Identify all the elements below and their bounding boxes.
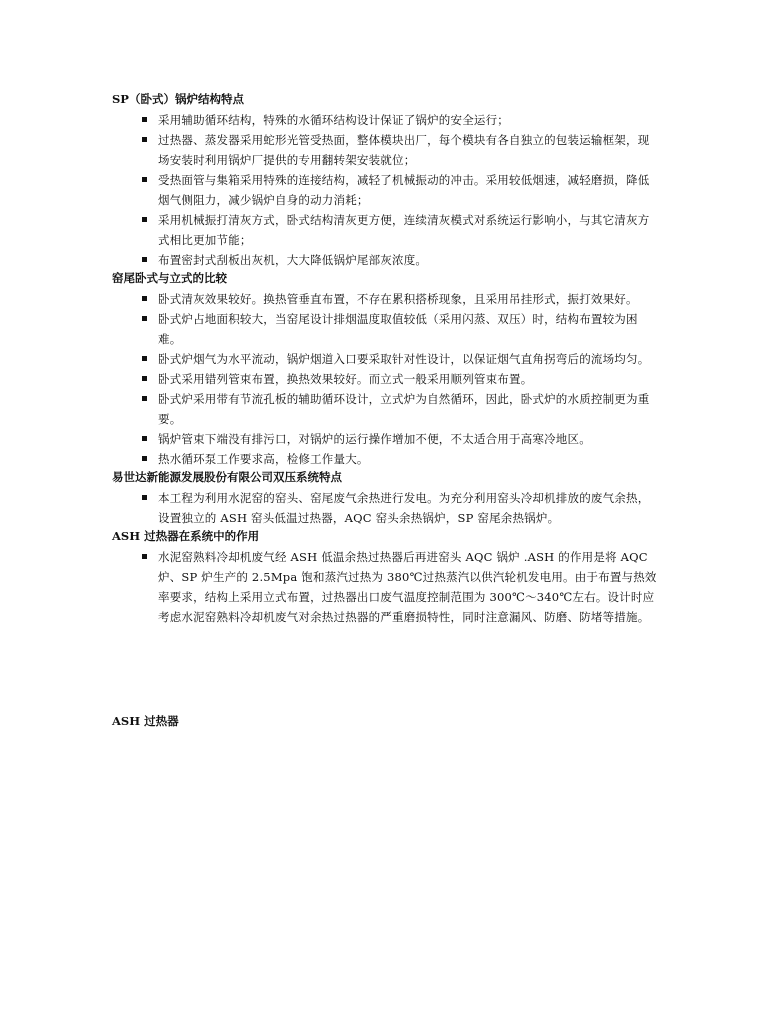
list-item	[112, 210, 657, 250]
list-item-text: 卧式炉采用带有节流孔板的辅助循环设计，立式炉为自然循环，因此，卧式炉的水质控制更为重要。	[158, 392, 650, 426]
list-item-text: 本工程为利用水泥窑的窑头、窑尾废气余热进行发电。为充分利用窑头冷却机排放的废气余热，设置独立的 ASH 窑头低温过热器，AQC 窑头余热锅炉，SP 窑尾余热锅炉。	[158, 491, 650, 525]
bullet-icon	[142, 495, 147, 500]
bullet-icon	[142, 117, 147, 122]
list-item	[112, 488, 657, 528]
section-list-ash-role	[112, 547, 657, 627]
bullet-icon	[142, 257, 147, 262]
section-list-dual-pressure	[112, 488, 657, 528]
bullet-icon	[142, 396, 147, 401]
list-item-text: 布置密封式刮板出灰机，大大降低锅炉尾部灰浓度。	[158, 253, 428, 267]
list-item	[112, 429, 657, 449]
list-item-text: 卧式炉烟气为水平流动，锅炉烟道入口要采取针对性设计，以保证烟气直角拐弯后的流场均匀。	[158, 352, 650, 366]
list-item-text: 水泥窑熟料冷却机废气经 ASH 低温余热过热器后再进窑头 AQC 锅炉 .ASH 的作用是将 AQC 炉、SP 炉生产的 2.5Mpa 饱和蒸汽过热为 380℃过热蒸汽以供汽轮机发电用。由于布置与热效率要求，结构上采用立式布置，过热器出口废气温度控制范围为 300℃～340℃左右。设计时应考虑水泥窑熟料冷却机废气对余热过热器的严重磨损特性，同时注意漏风、防磨、防堵等措施。	[158, 550, 657, 624]
list-item	[112, 309, 657, 349]
bullet-icon	[142, 177, 147, 182]
list-item	[112, 130, 657, 170]
list-item-text: 卧式采用错列管束布置，换热效果较好。而立式一般采用顺列管束布置。	[158, 372, 533, 386]
document-body	[112, 91, 657, 627]
bullet-icon	[142, 356, 147, 361]
list-item	[112, 547, 657, 627]
list-item	[112, 289, 657, 309]
list-item-text: 热水循环泵工作要求高，检修工作量大。	[158, 452, 369, 466]
list-item-text: 过热器、蒸发器采用蛇形光管受热面，整体模块出厂，每个模块有各自独立的包装运输框架，现场安装时利用锅炉厂提供的专用翻转架安装就位；	[158, 133, 650, 167]
list-item	[112, 170, 657, 210]
heading-ash-superheater: ASH 过热器	[112, 714, 179, 728]
bullet-icon	[142, 137, 147, 142]
list-item	[112, 449, 657, 469]
list-item	[112, 250, 657, 270]
bullet-icon	[142, 296, 147, 301]
list-item-text: 锅炉管束下端没有排污口，对锅炉的运行操作增加不便，不太适合用于高寒冷地区。	[158, 432, 591, 446]
section-title-ash-role: ASH 过热器在系统中的作用	[112, 529, 260, 543]
list-item	[112, 369, 657, 389]
list-item	[112, 110, 657, 130]
list-item-text: 卧式清灰效果较好。换热管垂直布置，不存在累积搭桥现象，且采用吊挂形式，振打效果好。	[158, 292, 638, 306]
list-item-text: 受热面管与集箱采用特殊的连接结构，减轻了机械振动的冲击。采用较低烟速，减轻磨损，降低烟气侧阻力，减少锅炉自身的动力消耗；	[158, 173, 650, 207]
section-list-sp-boiler	[112, 110, 657, 270]
list-item-text: 卧式炉占地面积较大，当窑尾设计排烟温度取值较低（采用闪蒸、双压）时，结构布置较为困难。	[158, 312, 638, 346]
section-list-comparison	[112, 289, 657, 469]
bullet-icon	[142, 217, 147, 222]
bullet-icon	[142, 436, 147, 441]
list-item	[112, 389, 657, 429]
bullet-icon	[142, 456, 147, 461]
list-item	[112, 349, 657, 369]
list-item-text: 采用机械振打清灰方式，卧式结构清灰更方便，连续清灰模式对系统运行影响小，与其它清灰方式相比更加节能；	[158, 213, 650, 247]
list-item-text: 采用辅助循环结构，特殊的水循环结构设计保证了锅炉的安全运行；	[158, 113, 509, 127]
bullet-icon	[142, 316, 147, 321]
section-title-sp-boiler: SP（卧式）锅炉结构特点	[112, 92, 244, 106]
section-title-comparison: 窑尾卧式与立式的比较	[112, 271, 227, 285]
bullet-icon	[142, 554, 147, 559]
section-title-dual-pressure: 易世达新能源发展股份有限公司双压系统特点	[112, 470, 342, 484]
bullet-icon	[142, 376, 147, 381]
